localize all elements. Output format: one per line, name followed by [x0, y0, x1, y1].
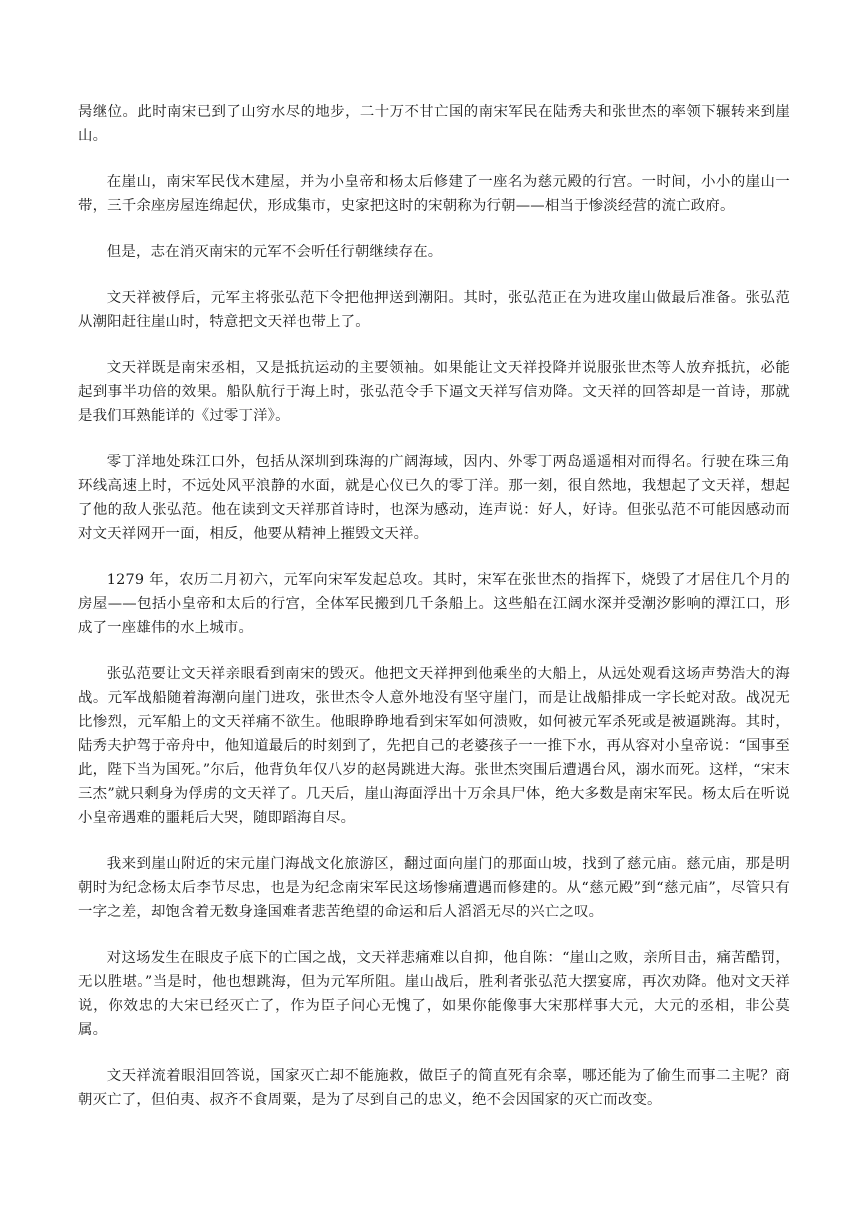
paragraph-5: 文天祥既是南宋丞相，又是抵抗运动的主要领袖。如果能让文天祥投降并说服张世杰等人放弃抵抗，必能起到事半功倍的效果。船队航行于海上时，张弘范令手下逼文天祥写信劝降。文天祥的回答却是一首诗，那就是我们耳熟能详的《过零丁洋》。 [78, 360, 790, 424]
paragraph-1: 昺继位。此时南宋已到了山穷水尽的地步，二十万不甘亡国的南宋军民在陆秀夫和张世杰的率领下辗转来到崖山。 [78, 104, 790, 144]
paragraph-6: 零丁洋地处珠江口外，包括从深圳到珠海的广阔海域，因内、外零丁两岛遥遥相对而得名。行驶在珠三角环线高速上时，不远处风平浪静的水面，就是心仪已久的零丁洋。那一刻，很自然地，我想起了文天祥，想起了他的敌人张弘范。他在读到文天祥那首诗时，也深为感动，连声说：好人，好诗。但张弘范不可能因感动而对文天祥网开一面，相反，他要从精神上摧毁文天祥。 [78, 454, 790, 542]
paragraph-7: 1279 年，农历二月初六，元军向宋军发起总攻。其时，宋军在张世杰的指挥下，烧毁了才居住几个月的房屋——包括小皇帝和太后的行宫，全体军民搬到几千条船上。这些船在江阔水深并受潮汐影响的潭江口，形成了一座雄伟的水上城市。 [78, 572, 790, 636]
paragraph-8: 张弘范要让文天祥亲眼看到南宋的毁灭。他把文天祥押到他乘坐的大船上，从远处观看这场声势浩大的海战。元军战船随着海潮向崖门进攻，张世杰令人意外地没有坚守崖门，而是让战船排成一字长蛇对敌。战况无比惨烈，元军船上的文天祥痛不欲生。他眼睁睁地看到宋军如何溃败，如何被元军杀死或是被逼跳海。其时，陆秀夫护驾于帝舟中，他知道最后的时刻到了，先把自己的老婆孩子一一推下水，再从容对小皇帝说：“国事至此，陛下当为国死。”尔后，他背负年仅八岁的赵昺跳进大海。张世杰突围后遭遇台风，溺水而死。这样，“宋末三杰”就只剩身为俘虏的文天祥了。几天后，崖山海面浮出十万余具尸体，绝大多数是南宋军民。杨太后在听说小皇帝遇难的噩耗后大哭，随即蹈海自尽。 [78, 666, 790, 826]
paragraph-9: 我来到崖山附近的宋元崖门海战文化旅游区，翻过面向崖门的那面山坡，找到了慈元庙。慈元庙，那是明朝时为纪念杨太后李节尽忠，也是为纪念南宋军民这场惨痛遭遇而修建的。从“慈元殿”到“慈元庙”，尽管只有一字之差，却饱含着无数身逢国难者悲苦绝望的命运和后人滔滔无尽的兴亡之叹。 [78, 856, 790, 920]
paragraph-10: 对这场发生在眼皮子底下的亡国之战，文天祥悲痛难以自抑，他自陈：“崖山之败，亲所目击，痛苦酷罚，无以胜堪。”当是时，他也想跳海，但为元军所阻。崖山战后，胜利者张弘范大摆宴席，再次劝降。他对文天祥说，你效忠的大宋已经灭亡了，作为臣子问心无愧了，如果你能像事大宋那样事大元，大元的丞相，非公莫属。 [78, 950, 790, 1038]
paragraph-3: 但是，志在消灭南宋的元军不会听任行朝继续存在。 [106, 244, 443, 260]
paragraph-4: 文天祥被俘后，元军主将张弘范下令把他押送到潮阳。其时，张弘范正在为进攻崖山做最后准备。张弘范从潮阳赶往崖山时，特意把文天祥也带上了。 [78, 290, 790, 330]
paragraph-2: 在崖山，南宋军民伐木建屋，并为小皇帝和杨太后修建了一座名为慈元殿的行宫。一时间，小小的崖山一带，三千余座房屋连绵起伏，形成集市，史家把这时的宋朝称为行朝——相当于惨淡经营的流亡政府。 [78, 174, 790, 214]
paragraph-11: 文天祥流着眼泪回答说，国家灭亡却不能施救，做臣子的简直死有余辜，哪还能为了偷生而事二主呢？商朝灭亡了，但伯夷、叔齐不食周粟，是为了尽到自己的忠义，绝不会因国家的灭亡而改变。 [78, 1068, 790, 1108]
